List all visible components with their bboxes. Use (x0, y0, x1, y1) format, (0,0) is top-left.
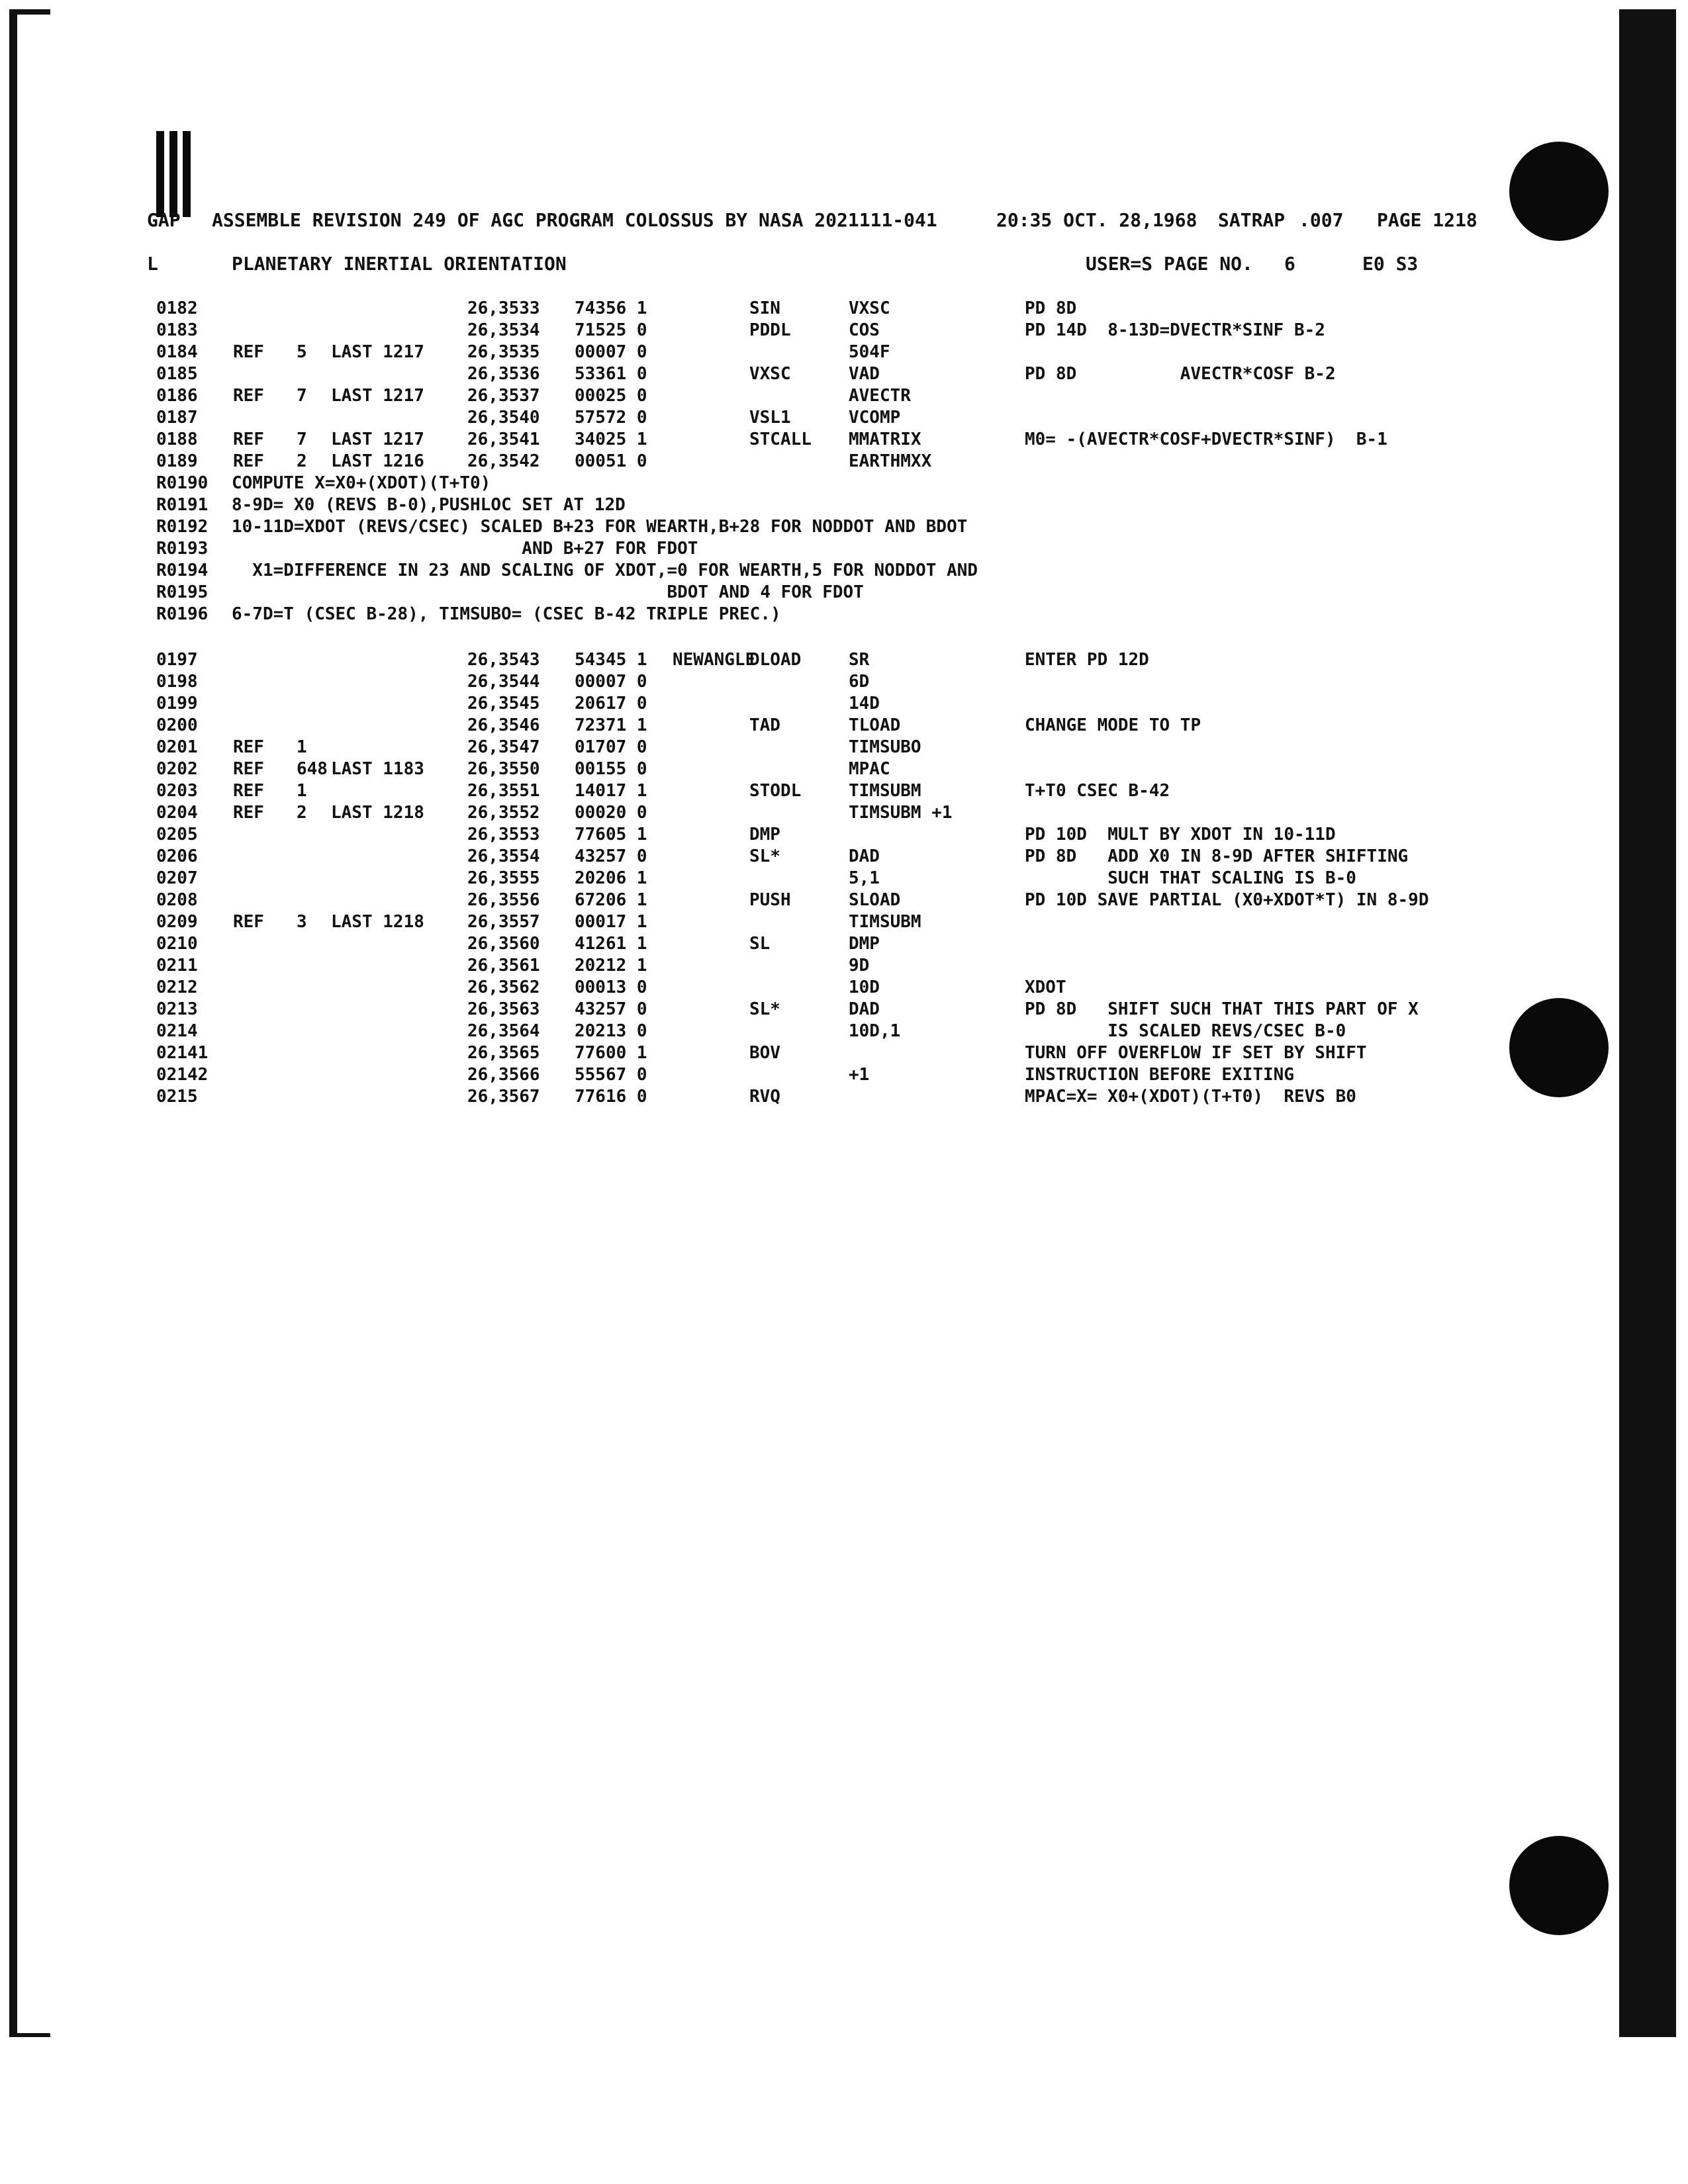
listing-line: 0187 (156, 408, 198, 428)
listing-addr: 26,3543 (467, 650, 540, 670)
listing-cmt: PD 10D SAVE PARTIAL (X0+XDOT*T) IN 8-9D (1025, 890, 1429, 910)
listing-last: LAST 1217 (331, 386, 424, 406)
listing-line: 0206 (156, 846, 198, 866)
listing-oct: 00020 0 (575, 803, 647, 823)
listing-op: VXSC (749, 364, 791, 384)
listing-arg: VAD (849, 364, 880, 384)
listing-repn: 648 (297, 759, 328, 779)
listing-last: LAST 1218 (331, 803, 424, 823)
listing-arg: MMATRIX (849, 430, 921, 449)
listing-op: SL* (749, 846, 780, 866)
remark-text: AND B+27 FOR FDOT (232, 539, 698, 559)
section-title: PLANETARY INERTIAL ORIENTATION (232, 253, 567, 275)
listing-op: DLOAD (749, 650, 802, 670)
listing-line: 0197 (156, 650, 198, 670)
listing-line: 02141 (156, 1043, 209, 1063)
listing-arg: 504F (849, 342, 890, 362)
listing-op: RVQ (749, 1087, 780, 1107)
listing-oct: 00017 1 (575, 912, 647, 932)
listing-last: LAST 1217 (331, 430, 424, 449)
listing-cmt: PD 10D MULT BY XDOT IN 10-11D (1025, 825, 1336, 844)
listing-line: 0213 (156, 999, 198, 1019)
remark-line-number: R0196 (156, 604, 209, 624)
assembly-timestamp: 20:35 OCT. 28,1968 (996, 209, 1197, 231)
listing-oct: 43257 0 (575, 846, 647, 866)
page-number: PAGE 1218 (1377, 209, 1477, 231)
listing-oct: 00051 0 (575, 451, 647, 471)
log-letter: L (147, 253, 158, 275)
listing-addr: 26,3534 (467, 320, 540, 340)
listing-oct: 54345 1 (575, 650, 647, 670)
listing-arg: TIMSUBM (849, 781, 921, 801)
listing-rep: REF (233, 759, 264, 779)
listing-addr: 26,3560 (467, 934, 540, 954)
listing-line: 0211 (156, 956, 198, 976)
listing-rep: REF (233, 737, 264, 757)
listing-op: VSL1 (749, 408, 791, 428)
listing-repn: 3 (297, 912, 307, 932)
listing-line: 0215 (156, 1087, 198, 1107)
listing-addr: 26,3557 (467, 912, 540, 932)
listing-oct: 00007 0 (575, 342, 647, 362)
listing-line: 0209 (156, 912, 198, 932)
listing-arg: 9D (849, 956, 870, 976)
listing-addr: 26,3545 (467, 694, 540, 713)
listing-oct: 67206 1 (575, 890, 647, 910)
listing-oct: 20213 0 (575, 1021, 647, 1041)
listing-line: 0199 (156, 694, 198, 713)
listing-arg: DAD (849, 846, 880, 866)
listing-loc: NEWANGLE (673, 650, 756, 670)
listing-repn: 2 (297, 451, 307, 471)
listing-arg: VCOMP (849, 408, 901, 428)
listing-arg: TIMSUBM (849, 912, 921, 932)
listing-repn: 5 (297, 342, 307, 362)
listing-line: 02142 (156, 1065, 209, 1085)
listing-line: 0184 (156, 342, 198, 362)
listing-op: SIN (749, 298, 780, 318)
listing-last: LAST 1216 (331, 451, 424, 471)
listing-line: 0207 (156, 868, 198, 888)
listing-oct: 77616 0 (575, 1087, 647, 1107)
listing-oct: 00155 0 (575, 759, 647, 779)
remark-text: 8-9D= X0 (REVS B-0),PUSHLOC SET AT 12D (232, 495, 626, 515)
listing-arg: COS (849, 320, 880, 340)
listing-cmt: PD 8D ADD X0 IN 8-9D AFTER SHIFTING (1025, 846, 1409, 866)
listing-line: 0185 (156, 364, 198, 384)
listing-rep: REF (233, 803, 264, 823)
listing-rep: REF (233, 451, 264, 471)
listing-line: 0201 (156, 737, 198, 757)
listing-oct: 00013 0 (575, 978, 647, 997)
remark-text: COMPUTE X=X0+(XDOT)(T+T0) (232, 473, 491, 493)
listing-oct: 55567 0 (575, 1065, 647, 1085)
remark-text: X1=DIFFERENCE IN 23 AND SCALING OF XDOT,=0 FOR WEARTH,5 FOR NODDOT AND (232, 561, 978, 580)
listing-cmt: MPAC=X= X0+(XDOT)(T+T0) REVS B0 (1025, 1087, 1356, 1107)
listing-addr: 26,3544 (467, 672, 540, 692)
listing-oct: 57572 0 (575, 408, 647, 428)
listing-oct: 20206 1 (575, 868, 647, 888)
listing-op: SL* (749, 999, 780, 1019)
listing-oct: 72371 1 (575, 715, 647, 735)
listing-oct: 00007 0 (575, 672, 647, 692)
listing-arg: VXSC (849, 298, 890, 318)
listing-op: STODL (749, 781, 802, 801)
remark-line-number: R0194 (156, 561, 209, 580)
listing-cmt: IS SCALED REVS/CSEC B-0 (1025, 1021, 1346, 1041)
listing-cmt: PD 14D 8-13D=DVECTR*SINF B-2 (1025, 320, 1325, 340)
listing-oct: 41261 1 (575, 934, 647, 954)
listing-repn: 7 (297, 386, 307, 406)
listing-cmt: TURN OFF OVERFLOW IF SET BY SHIFT (1025, 1043, 1367, 1063)
listing-addr: 26,3565 (467, 1043, 540, 1063)
listing-op: TAD (749, 715, 780, 735)
user-page-number: 6 (1284, 253, 1295, 275)
listing-addr: 26,3553 (467, 825, 540, 844)
listing-repn: 2 (297, 803, 307, 823)
listing-repn: 1 (297, 781, 307, 801)
listing-arg: 6D (849, 672, 870, 692)
listing-line: 0188 (156, 430, 198, 449)
listing-oct: 71525 0 (575, 320, 647, 340)
listing-arg: DMP (849, 934, 880, 954)
listing-repn: 1 (297, 737, 307, 757)
listing-addr: 26,3533 (467, 298, 540, 318)
remark-text: BDOT AND 4 FOR FDOT (232, 582, 864, 602)
listing-addr: 26,3536 (467, 364, 540, 384)
listing-addr: 26,3563 (467, 999, 540, 1019)
listing-addr: 26,3554 (467, 846, 540, 866)
listing-line: 0198 (156, 672, 198, 692)
e-code: E0 S3 (1362, 253, 1419, 275)
listing-rep: REF (233, 386, 264, 406)
remark-line-number: R0190 (156, 473, 209, 493)
listing-arg: EARTHMXX (849, 451, 932, 471)
listing-addr: 26,3556 (467, 890, 540, 910)
listing-addr: 26,3567 (467, 1087, 540, 1107)
listing-cmt: SUCH THAT SCALING IS B-0 (1025, 868, 1356, 888)
listing-line: 0202 (156, 759, 198, 779)
listing-cmt: INSTRUCTION BEFORE EXITING (1025, 1065, 1294, 1085)
listing-addr: 26,3537 (467, 386, 540, 406)
listing-rep: REF (233, 781, 264, 801)
punch-hole-top (1509, 142, 1609, 241)
punch-hole-middle (1509, 998, 1609, 1097)
listing-arg: 5,1 (849, 868, 880, 888)
listing-addr: 26,3564 (467, 1021, 540, 1041)
listing-oct: 20212 1 (575, 956, 647, 976)
listing-line: 0200 (156, 715, 198, 735)
listing-op: SL (749, 934, 771, 954)
listing-arg: TIMSUBO (849, 737, 921, 757)
listing-rep: REF (233, 342, 264, 362)
listing-cmt: PD 8D AVECTR*COSF B-2 (1025, 364, 1336, 384)
listing-op: PUSH (749, 890, 791, 910)
listing-cmt: XDOT (1025, 978, 1066, 997)
listing-oct: 34025 1 (575, 430, 647, 449)
listing-line: 0183 (156, 320, 198, 340)
listing-addr: 26,3551 (467, 781, 540, 801)
remark-text: 10-11D=XDOT (REVS/CSEC) SCALED B+23 FOR WEARTH,B+28 FOR NODDOT AND BDOT (232, 517, 968, 537)
remark-line-number: R0193 (156, 539, 209, 559)
listing-last: LAST 1183 (331, 759, 424, 779)
listing-oct: 77605 1 (575, 825, 647, 844)
gap-mark: GAP (147, 209, 181, 231)
listing-addr: 26,3546 (467, 715, 540, 735)
listing-oct: 74356 1 (575, 298, 647, 318)
listing-arg: SR (849, 650, 870, 670)
listing-addr: 26,3542 (467, 451, 540, 471)
listing-oct: 43257 0 (575, 999, 647, 1019)
listing-arg: 14D (849, 694, 880, 713)
listing-arg: +1 (849, 1065, 870, 1085)
listing-addr: 26,3552 (467, 803, 540, 823)
listing-cmt: PD 8D SHIFT SUCH THAT THIS PART OF X (1025, 999, 1419, 1019)
listing-addr: 26,3550 (467, 759, 540, 779)
assembly-subcode: .007 (1299, 209, 1344, 231)
remark-line-number: R0191 (156, 495, 209, 515)
listing-arg: SLOAD (849, 890, 901, 910)
assembly-title: ASSEMBLE REVISION 249 OF AGC PROGRAM COLOSSUS BY NASA 2021111-041 (212, 209, 937, 231)
listing-line: 0203 (156, 781, 198, 801)
listing-addr: 26,3541 (467, 430, 540, 449)
remark-text: 6-7D=T (CSEC B-28), TIMSUBO= (CSEC B-42 TRIPLE PREC.) (232, 604, 781, 624)
listing-arg: AVECTR (849, 386, 911, 406)
listing-arg: 10D (849, 978, 880, 997)
listing-line: 0186 (156, 386, 198, 406)
binder-marks (156, 131, 193, 217)
listing-line: 0182 (156, 298, 198, 318)
page-frame-right (1619, 9, 1676, 2037)
punch-hole-bottom (1509, 1836, 1609, 1935)
listing-addr: 26,3535 (467, 342, 540, 362)
listing-addr: 26,3561 (467, 956, 540, 976)
listing-line: 0205 (156, 825, 198, 844)
listing-oct: 01707 0 (575, 737, 647, 757)
listing-addr: 26,3547 (467, 737, 540, 757)
listing-arg: TIMSUBM +1 (849, 803, 953, 823)
listing-op: PDDL (749, 320, 791, 340)
listing-rep: REF (233, 430, 264, 449)
listing-line: 0212 (156, 978, 198, 997)
listing-addr: 26,3566 (467, 1065, 540, 1085)
listing-arg: TLOAD (849, 715, 901, 735)
listing-cmt: CHANGE MODE TO TP (1025, 715, 1201, 735)
listing-oct: 53361 0 (575, 364, 647, 384)
listing-addr: 26,3562 (467, 978, 540, 997)
listing-oct: 77600 1 (575, 1043, 647, 1063)
listing-line: 0214 (156, 1021, 198, 1041)
listing-line: 0210 (156, 934, 198, 954)
listing-op: BOV (749, 1043, 780, 1063)
remark-line-number: R0192 (156, 517, 209, 537)
listing-oct: 00025 0 (575, 386, 647, 406)
listing-arg: 10D,1 (849, 1021, 901, 1041)
assembly-process: SATRAP (1218, 209, 1286, 231)
page-frame-left (9, 9, 50, 2037)
listing-line: 0208 (156, 890, 198, 910)
listing-repn: 7 (297, 430, 307, 449)
listing-cmt: T+T0 CSEC B-42 (1025, 781, 1170, 801)
listing-oct: 14017 1 (575, 781, 647, 801)
listing-arg: DAD (849, 999, 880, 1019)
remark-line-number: R0195 (156, 582, 209, 602)
listing-last: LAST 1218 (331, 912, 424, 932)
listing-cmt: M0= -(AVECTR*COSF+DVECTR*SINF) B-1 (1025, 430, 1387, 449)
listing-addr: 26,3540 (467, 408, 540, 428)
listing-rep: REF (233, 912, 264, 932)
user-page-label: USER=S PAGE NO. (1086, 253, 1253, 275)
listing-line: 0204 (156, 803, 198, 823)
listing-oct: 20617 0 (575, 694, 647, 713)
listing-cmt: ENTER PD 12D (1025, 650, 1149, 670)
listing-line: 0189 (156, 451, 198, 471)
listing-op: DMP (749, 825, 780, 844)
listing-arg: MPAC (849, 759, 890, 779)
listing-addr: 26,3555 (467, 868, 540, 888)
listing-cmt: PD 8D (1025, 298, 1077, 318)
listing-op: STCALL (749, 430, 812, 449)
listing-last: LAST 1217 (331, 342, 424, 362)
